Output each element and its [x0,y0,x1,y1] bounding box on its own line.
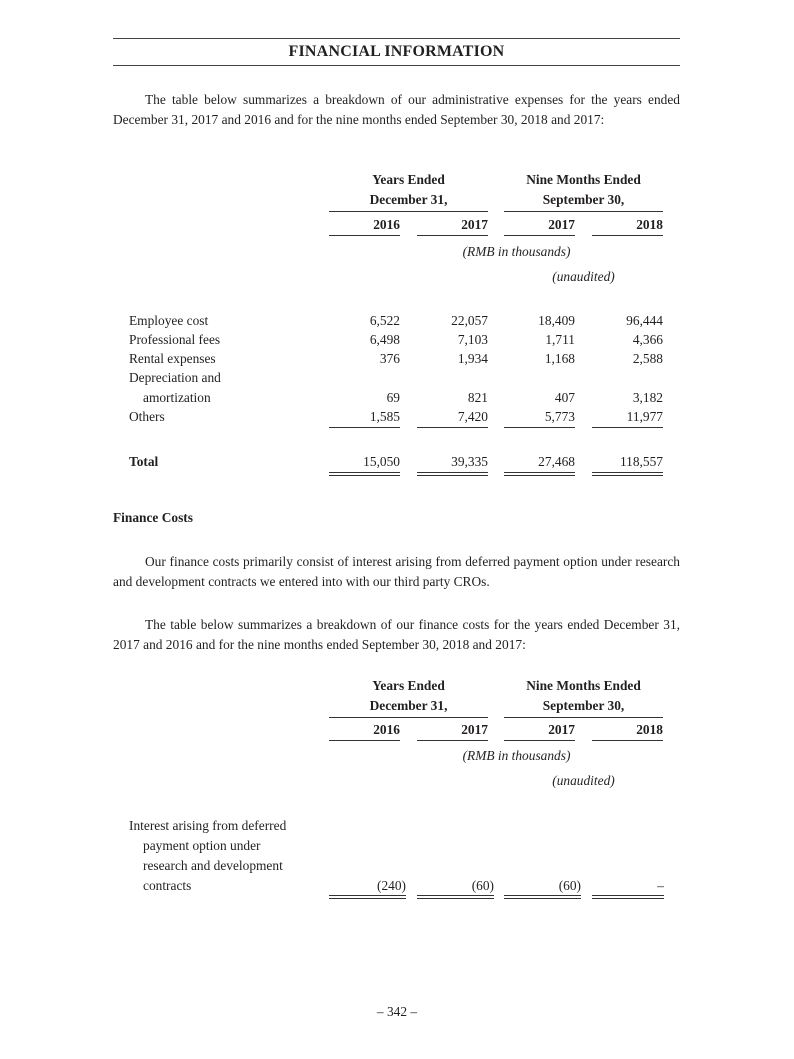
col-year-2018: 2018 [592,217,663,236]
finance-paragraph-1: Our finance costs primarily consist of interest arising from deferred payment option under research and development contracts we entered into with our third party CROs. [113,554,680,589]
col-year-2016: 2016 [329,217,400,236]
header-group-years: Years Ended December 31, [329,170,488,212]
table-row: Employee cost 6,522 22,057 18,409 96,444 [129,313,663,328]
col-year-2017-nm: 2017 [504,217,575,236]
total-double-rule [417,472,488,476]
unaudited-note: (unaudited) [552,773,615,788]
unit-note: (RMB in thousands) [462,748,571,763]
table-row: Depreciation and [129,370,221,385]
total-double-rule [592,472,663,476]
table-row: Others 1,585 7,420 5,773 11,977 [129,409,663,424]
col-year-2016: 2016 [329,722,400,741]
table-row: amortization 69 821 407 3,182 [143,390,663,405]
finance-paragraph-2: The table below summarizes a breakdown of our finance costs for the years ended December 31, 2017 and 2016 and for the nine months ended September 30, 2018 and 2017: [113,617,680,652]
table-row: Rental expenses 376 1,934 1,168 2,588 [129,351,663,366]
col-year-2018: 2018 [592,722,663,741]
total-double-rule [329,472,400,476]
header-group-nine-months: Nine Months Ended September 30, [504,676,663,718]
table-row: contracts (240) (60) (60) – [143,878,664,893]
unit-note: (RMB in thousands) [462,244,571,259]
total-double-rule [592,895,664,899]
col-year-2017: 2017 [417,217,488,236]
page-header [113,38,680,66]
table-row: research and development [143,858,283,873]
total-double-rule [504,472,575,476]
header-group-nine-months: Nine Months Ended September 30, [504,170,663,212]
table-row: payment option under [143,838,261,853]
page-title: FINANCIAL INFORMATION [288,43,505,60]
header-group-years: Years Ended December 31, [329,676,488,718]
table-row: Interest arising from deferred [129,818,287,833]
page-number: – 342 – [376,1004,418,1019]
subtotal-rule [417,427,488,428]
unaudited-note: (unaudited) [552,269,615,284]
total-row: Total 15,050 39,335 27,468 118,557 [129,454,663,469]
subtotal-rule [329,427,400,428]
subtotal-rule [504,427,575,428]
total-double-rule [504,895,581,899]
col-year-2017-nm: 2017 [504,722,575,741]
intro-paragraph: The table below summarizes a breakdown of our administrative expenses for the years ended December 31, 2017 and 2016 and for the nine months ended September 30, 2018 and 2017: [113,92,680,127]
col-year-2017: 2017 [417,722,488,741]
table-row: Professional fees 6,498 7,103 1,711 4,366 [129,332,663,347]
section-heading: Finance Costs [113,510,193,525]
total-double-rule [329,895,406,899]
finance-costs-table [113,676,680,906]
admin-expenses-table [113,170,680,480]
subtotal-rule [592,427,663,428]
total-double-rule [417,895,494,899]
